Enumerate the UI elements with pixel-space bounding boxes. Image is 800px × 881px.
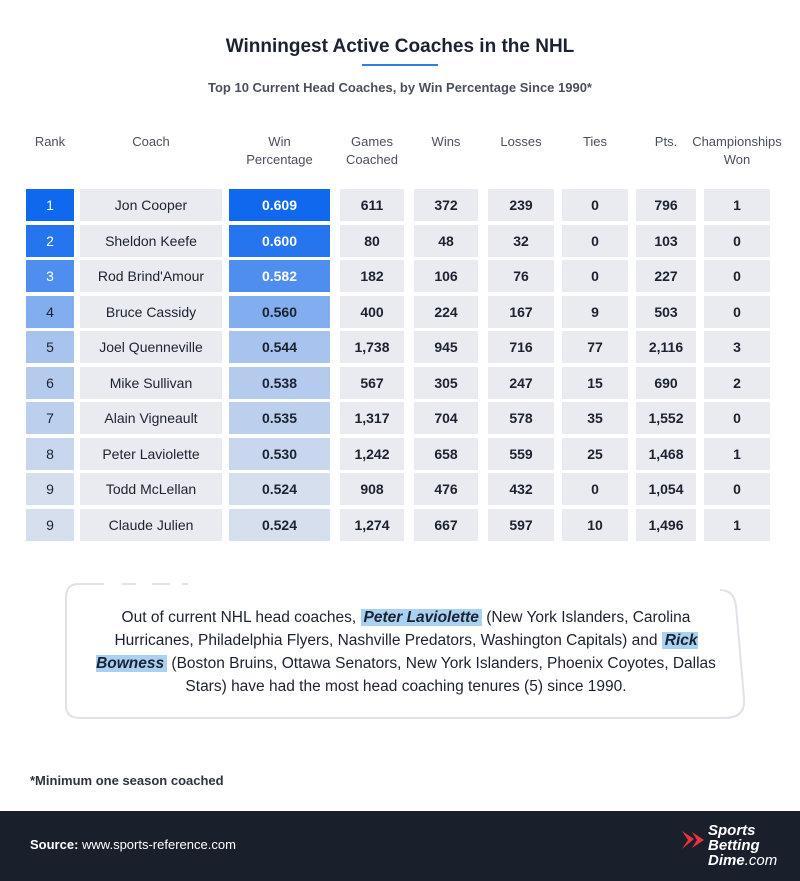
table-row	[0, 402, 800, 434]
column-header-win_pct	[215, 133, 344, 169]
cell-losses: 239	[488, 189, 554, 221]
table-row	[0, 225, 800, 257]
cell-ties: 10	[562, 509, 628, 541]
logo-line-com: .com	[744, 852, 778, 869]
cell-games: 1,242	[340, 438, 404, 470]
table-row	[0, 260, 800, 292]
cell-ties: 77	[562, 331, 628, 363]
column-header-coach	[66, 133, 236, 151]
column-header-line: Wins	[431, 134, 461, 149]
table-row	[0, 438, 800, 470]
column-header-line: Championships	[692, 134, 782, 149]
cell-ties: 35	[562, 402, 628, 434]
cell-pts: 1,054	[636, 473, 696, 505]
cell-games: 611	[340, 189, 404, 221]
table-row	[0, 473, 800, 505]
cell-rank: 9	[26, 509, 74, 541]
column-header-line: Games	[351, 134, 393, 149]
cell-losses: 432	[488, 473, 554, 505]
cell-coach: Peter Laviolette	[80, 438, 222, 470]
cell-champ: 0	[704, 473, 770, 505]
cell-pts: 103	[636, 225, 696, 257]
cell-rank: 4	[26, 296, 74, 328]
cell-champ: 3	[704, 331, 770, 363]
cell-losses: 247	[488, 367, 554, 399]
cell-rank: 1	[26, 189, 74, 221]
cell-rank: 7	[26, 402, 74, 434]
logo-line-dime: Dime	[708, 852, 745, 869]
column-header-line: Won	[723, 152, 751, 167]
cell-ties: 0	[562, 473, 628, 505]
cell-ties: 25	[562, 438, 628, 470]
cell-rank: 8	[26, 438, 74, 470]
callout-highlight-bowness: Rick Bowness	[96, 632, 698, 672]
chart-subtitle: Top 10 Current Head Coaches, by Win Percentage Since 1990*	[208, 80, 592, 95]
cell-pts: 690	[636, 367, 696, 399]
cell-losses: 76	[488, 260, 554, 292]
cell-win_pct: 0.544	[229, 331, 330, 363]
table-row	[0, 296, 800, 328]
cell-losses: 167	[488, 296, 554, 328]
cell-losses: 716	[488, 331, 554, 363]
cell-wins: 106	[414, 260, 478, 292]
cell-rank: 9	[26, 473, 74, 505]
column-header-line: Percentage	[246, 152, 313, 167]
logo-line-betting: Betting	[708, 837, 760, 854]
column-header-line: Ties	[582, 134, 608, 149]
cell-coach: Mike Sullivan	[80, 367, 222, 399]
cell-rank: 3	[26, 260, 74, 292]
cell-win_pct: 0.560	[229, 296, 330, 328]
title-underline	[362, 64, 438, 66]
cell-wins: 667	[414, 509, 478, 541]
table-row	[0, 331, 800, 363]
cell-win_pct: 0.524	[229, 509, 330, 541]
cell-champ: 0	[704, 402, 770, 434]
cell-pts: 1,468	[636, 438, 696, 470]
logo-line-sports: Sports	[708, 822, 756, 839]
table-row	[0, 367, 800, 399]
cell-coach: Claude Julien	[80, 509, 222, 541]
column-header-line: Coach	[132, 134, 170, 149]
cell-pts: 503	[636, 296, 696, 328]
cell-rank: 2	[26, 225, 74, 257]
chart-title: Winningest Active Coaches in the NHL	[225, 36, 575, 57]
cell-ties: 0	[562, 260, 628, 292]
cell-win_pct: 0.524	[229, 473, 330, 505]
cell-win_pct: 0.582	[229, 260, 330, 292]
cell-wins: 945	[414, 331, 478, 363]
cell-wins: 476	[414, 473, 478, 505]
callout-highlight-laviolette: Peter Laviolette	[361, 609, 482, 626]
cell-ties: 9	[562, 296, 628, 328]
cell-losses: 559	[488, 438, 554, 470]
cell-games: 80	[340, 225, 404, 257]
table-row	[0, 189, 800, 221]
cell-win_pct: 0.609	[229, 189, 330, 221]
column-header-line: Win	[268, 134, 291, 149]
column-header-line: Coached	[345, 152, 399, 167]
source-label: Source:	[30, 837, 79, 852]
callout-part2: (New York Islanders, Carolina Hurricanes, Philadelphia Flyers, Nashville Predators, Washington Capitals) and	[114, 609, 691, 649]
callout-part1: Out of current NHL head coaches,	[121, 609, 361, 626]
cell-games: 1,317	[340, 402, 404, 434]
cell-coach: Bruce Cassidy	[80, 296, 222, 328]
cell-coach: Sheldon Keefe	[80, 225, 222, 257]
cell-losses: 597	[488, 509, 554, 541]
cell-win_pct: 0.530	[229, 438, 330, 470]
cell-champ: 0	[704, 260, 770, 292]
callout-text	[94, 606, 718, 698]
cell-pts: 2,116	[636, 331, 696, 363]
callout-part3: (Boston Bruins, Ottawa Senators, New York Islanders, Phoenix Coyotes, Dallas Stars) have had the most head coaching tenures (5) since 1990.	[167, 655, 716, 695]
cell-games: 1,274	[340, 509, 404, 541]
footer	[0, 811, 800, 881]
column-header-champ	[690, 133, 784, 169]
cell-pts: 1,552	[636, 402, 696, 434]
cell-champ: 0	[704, 296, 770, 328]
callout-box	[64, 582, 748, 720]
cell-wins: 658	[414, 438, 478, 470]
cell-coach: Rod Brind'Amour	[80, 260, 222, 292]
source-line	[30, 837, 236, 852]
cell-coach: Alain Vigneault	[80, 402, 222, 434]
cell-coach: Todd McLellan	[80, 473, 222, 505]
table-header	[0, 133, 800, 173]
cell-games: 567	[340, 367, 404, 399]
cell-wins: 372	[414, 189, 478, 221]
cell-win_pct: 0.538	[229, 367, 330, 399]
cell-pts: 227	[636, 260, 696, 292]
column-header-line: Rank	[34, 134, 66, 149]
cell-games: 908	[340, 473, 404, 505]
cell-games: 400	[340, 296, 404, 328]
column-header-line: Losses	[500, 134, 542, 149]
cell-wins: 704	[414, 402, 478, 434]
cell-champ: 0	[704, 225, 770, 257]
cell-pts: 796	[636, 189, 696, 221]
cell-win_pct: 0.535	[229, 402, 330, 434]
table-row	[0, 509, 800, 541]
cell-games: 1,738	[340, 331, 404, 363]
cell-rank: 6	[26, 367, 74, 399]
cell-ties: 15	[562, 367, 628, 399]
cell-champ: 1	[704, 438, 770, 470]
sportsbettingdime-logo	[680, 823, 780, 871]
cell-win_pct: 0.600	[229, 225, 330, 257]
cell-coach: Joel Quenneville	[80, 331, 222, 363]
cell-games: 182	[340, 260, 404, 292]
cell-pts: 1,496	[636, 509, 696, 541]
source-link[interactable]: www.sports-reference.com	[78, 837, 236, 852]
cell-champ: 1	[704, 509, 770, 541]
cell-ties: 0	[562, 189, 628, 221]
cell-wins: 48	[414, 225, 478, 257]
column-header-line: Pts.	[654, 134, 678, 149]
cell-losses: 578	[488, 402, 554, 434]
cell-champ: 2	[704, 367, 770, 399]
cell-champ: 1	[704, 189, 770, 221]
cell-losses: 32	[488, 225, 554, 257]
logo-icon	[680, 829, 706, 851]
cell-coach: Jon Cooper	[80, 189, 222, 221]
footnote: *Minimum one season coached	[30, 773, 224, 788]
cell-rank: 5	[26, 331, 74, 363]
cell-wins: 224	[414, 296, 478, 328]
cell-ties: 0	[562, 225, 628, 257]
cell-wins: 305	[414, 367, 478, 399]
logo-text	[708, 823, 777, 868]
